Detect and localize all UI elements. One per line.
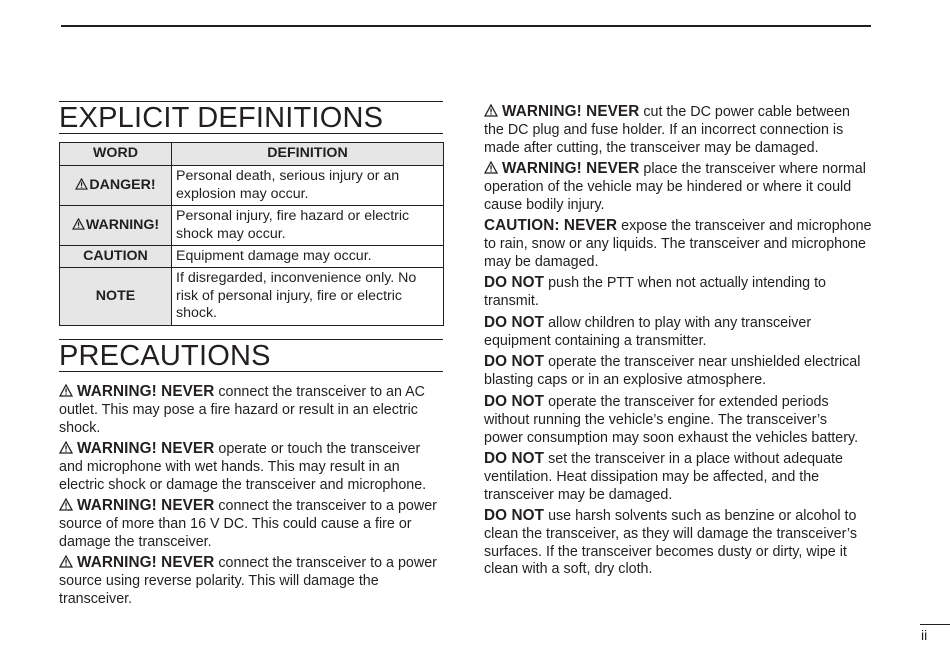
definitions-title: EXPLICIT DEFINITIONS [59,101,443,134]
page-number-rule [920,624,950,625]
precaution-item: DO NOT set the transceiver in a place without adequate ventilation. Heat dissipation may be affected, and the transceiver may be damaged. [484,450,843,503]
header-definition: DEFINITION [172,143,444,166]
precaution-item: WARNING! NEVER connect the transceiver to a power source using reverse polarity. This will damage the transceiver. [59,554,437,607]
precaution-item: WARNING! NEVER connect the transceiver to an AC outlet. This may pose a fire hazard or result in an electric shock. [59,383,426,436]
warning-triangle-icon [75,178,88,190]
precaution-item: DO NOT allow children to play with any transceiver equipment containing a transmitter. [484,314,812,349]
table-row [60,246,444,268]
precaution-item: WARNING! NEVER cut the DC power cable between the DC plug and fuse holder. If an incorrect connection is made after cutting, the transceiver may be damaged. [484,103,851,156]
precaution-item: WARNING! NEVER operate or touch the transceiver and microphone with wet hands. This may result in an electric shock or damage the transceiver and microphone. [59,440,427,493]
word-cell: WARNING! [60,206,172,246]
definition-cell: Personal injury, fire hazard or electric shock may occur. [172,206,444,246]
precaution-item: WARNING! NEVER place the transceiver where normal operation of the vehicle may be hindered or where it could cause bodily injury. [484,160,866,213]
warning-triangle-icon [59,384,73,397]
word-cell: DANGER! [60,166,172,206]
definition-cell: Personal death, serious injury or an explosion may occur. [172,166,444,206]
warning-triangle-icon [72,218,85,230]
top-rule [61,25,871,27]
word-cell: NOTE [60,268,172,326]
warning-triangle-icon [59,441,73,454]
warning-triangle-icon [59,498,73,511]
precautions-title: PRECAUTIONS [59,339,443,372]
header-word: WORD [60,143,172,166]
word-cell: CAUTION [60,246,172,268]
definition-cell: Equipment damage may occur. [172,246,444,268]
table-row [60,206,444,246]
precaution-item: DO NOT operate the transceiver near unshielded electrical blasting caps or in an explosive atmosphere. [484,353,861,388]
page-number: ii [921,627,928,643]
precaution-item: CAUTION: NEVER expose the transceiver and microphone to rain, snow or any liquids. The transceiver and microphone may be damaged. [484,217,872,270]
table-header-row [60,143,444,166]
precaution-item: DO NOT operate the transceiver for extended periods without running the vehicle’s engine. The transceiver’s power consumption may soon exhaust the vehicles battery. [484,393,859,446]
warning-triangle-icon [484,161,498,174]
definition-cell: If disregarded, inconvenience only. No risk of personal injury, fire or electric shock. [172,268,444,326]
precaution-item: DO NOT push the PTT when not actually intending to transmit. [484,274,826,309]
table-row [60,268,444,326]
warning-triangle-icon [484,104,498,117]
precaution-item: DO NOT use harsh solvents such as benzine or alcohol to clean the transceiver, as they will damage the transceiver’s surfaces. If the transceiver becomes dusty or dirty, wipe it clean with a soft, dry cloth. [484,507,857,578]
warning-triangle-icon [59,555,73,568]
definitions-table [59,142,444,326]
precaution-item: WARNING! NEVER connect the transceiver to a power source of more than 16 V DC. This could cause a fire or damage the transceiver. [59,497,437,550]
table-row [60,166,444,206]
